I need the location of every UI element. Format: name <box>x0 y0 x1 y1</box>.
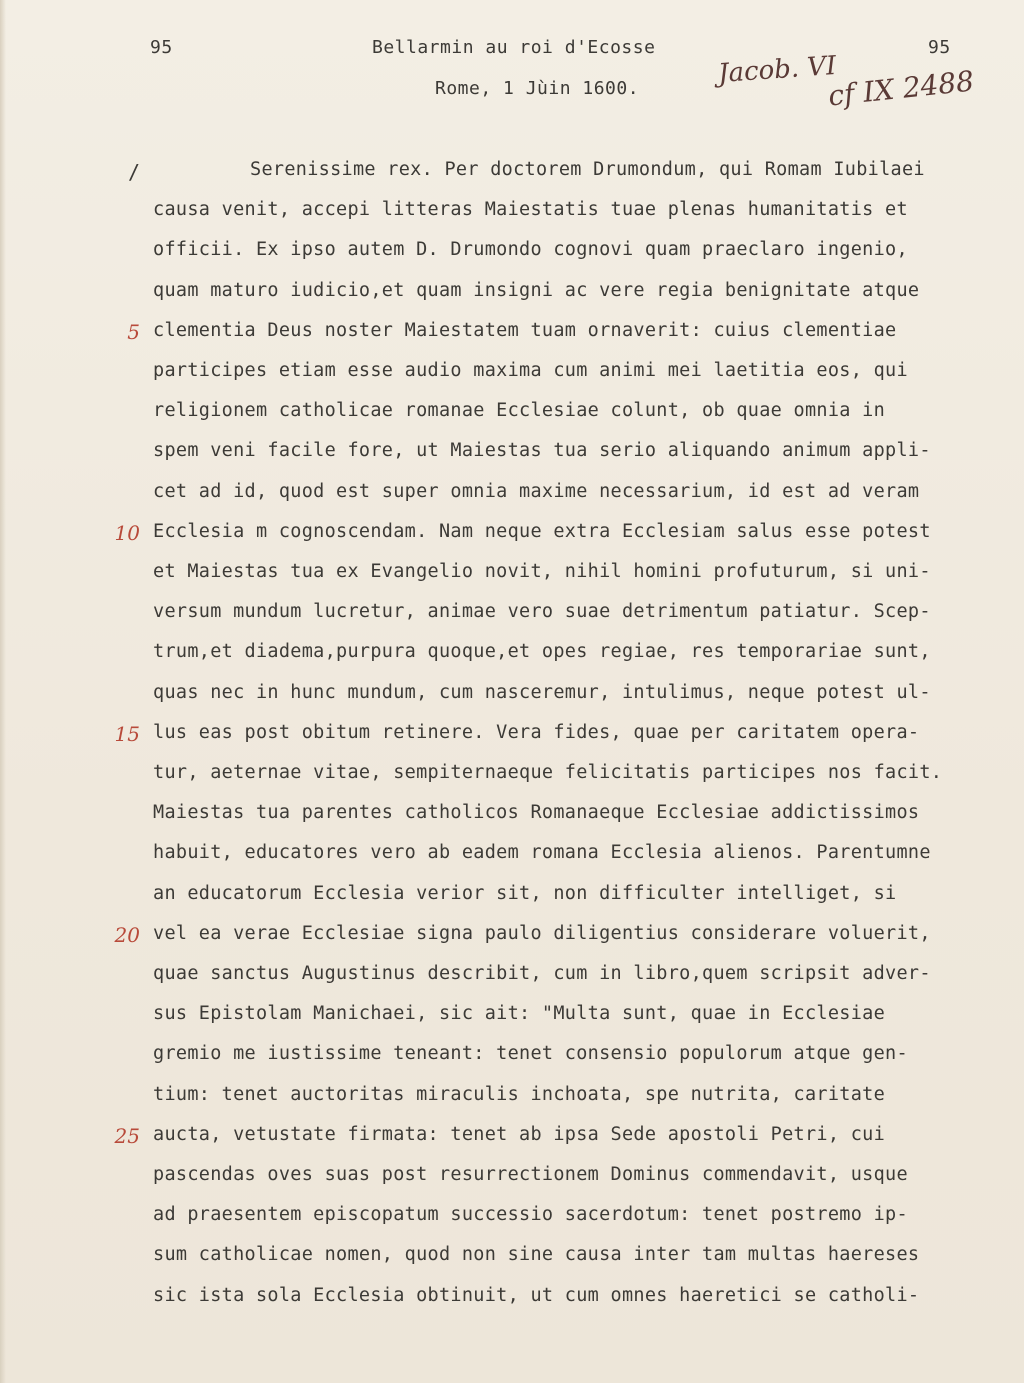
text-line: aucta, vetustate firmata: tenet ab ipsa Sede apostoli Petri, cui <box>153 1123 886 1145</box>
margin-line-number: 15 <box>114 721 140 746</box>
margin-line-number: 25 <box>114 1123 140 1148</box>
page-number-right: 95 <box>928 37 951 58</box>
text-line: Maiestas tua parentes catholicos Romanaeque Ecclesiae addictissimos <box>153 802 920 824</box>
text-line: causa venit, accepi litteras Maiestatis tuae plenas humanitatis et <box>153 199 908 221</box>
text-line: Serenissime rex. Per doctorem Drumondum, qui Romam Iubilaei <box>250 159 925 180</box>
margin-line-number: 5 <box>127 319 140 344</box>
place-date-line: Rome, 1 Jùin 1600. <box>435 78 640 99</box>
text-line: quas nec in hunc mundum, cum nasceremur, intulimus, neque potest ul- <box>153 681 931 703</box>
page-number-left: 95 <box>150 37 173 58</box>
margin-line-number: 20 <box>114 922 140 947</box>
handwritten-annotation-name: Jacob. VI <box>717 50 838 90</box>
text-line: vel ea verae Ecclesiae signa paulo diligentius considerare voluerit, <box>153 922 931 944</box>
document-title: Bellarmin au roi d'Ecosse <box>372 37 656 58</box>
text-line: quam maturo iudicio,et quam insigni ac vere regia benignitate atque <box>153 279 920 301</box>
text-line: spem veni facile fore, ut Maiestas tua serio aliquando animum appli- <box>153 440 931 462</box>
text-line: sum catholicae nomen, quod non sine causa inter tam multas haereses <box>153 1244 920 1266</box>
text-line: habuit, educatores vero ab eadem romana Ecclesia alienos. Parentumne <box>153 842 931 864</box>
text-line: ad praesentem episcopatum successio sacerdotum: tenet postremo ip- <box>153 1204 908 1226</box>
text-line: an educatorum Ecclesia verior sit, non difficulter intelliget, si <box>153 882 897 904</box>
text-line: quae sanctus Augustinus describit, cum in libro,quem scripsit adver- <box>153 963 931 984</box>
text-line: cet ad id, quod est super omnia maxime necessarium, id est ad veram <box>153 480 920 502</box>
text-line: officii. Ex ipso autem D. Drumondo cognovi quam praeclaro ingenio, <box>153 239 908 261</box>
text-line: sus Epistolam Manichaei, sic ait: "Multa sunt, quae in Ecclesiae <box>153 1003 886 1025</box>
text-start-marker: / <box>128 160 141 184</box>
text-line: Ecclesia m cognoscendam. Nam neque extra Ecclesiam salus esse potest <box>153 520 931 542</box>
text-line: pascendas oves suas post resurrectionem Dominus commendavit, usque <box>153 1164 908 1185</box>
handwritten-annotation-reference: cf IX 2488 <box>826 64 976 113</box>
text-line: tur, aeternae vitae, sempiternaeque felicitatis participes nos facit. <box>153 762 943 783</box>
text-line: sic ista sola Ecclesia obtinuit, ut cum omnes haeretici se catholi- <box>153 1284 920 1306</box>
text-line: versum mundum lucretur, animae vero suae detrimentum patiatur. Scep- <box>153 601 931 623</box>
text-line: clementia Deus noster Maiestatem tuam ornaverit: cuius clementiae <box>153 319 897 341</box>
text-line: tium: tenet auctoritas miraculis inchoata, spe nutrita, caritate <box>153 1083 886 1105</box>
text-line: religionem catholicae romanae Ecclesiae colunt, ob quae omnia in <box>153 400 886 422</box>
text-line: lus eas post obitum retinere. Vera fides, quae per caritatem opera- <box>153 721 920 743</box>
text-line: trum,et diadema,purpura quoque,et opes regiae, res temporariae sunt, <box>153 641 931 663</box>
text-line: gremio me iustissime teneant: tenet consensio populorum atque gen- <box>153 1043 908 1065</box>
text-line: participes etiam esse audio maxima cum animi mei laetitia eos, qui <box>153 360 908 381</box>
text-line: et Maiestas tua ex Evangelio novit, nihil homini profuturum, si uni- <box>153 561 931 582</box>
margin-line-number: 10 <box>114 520 140 545</box>
